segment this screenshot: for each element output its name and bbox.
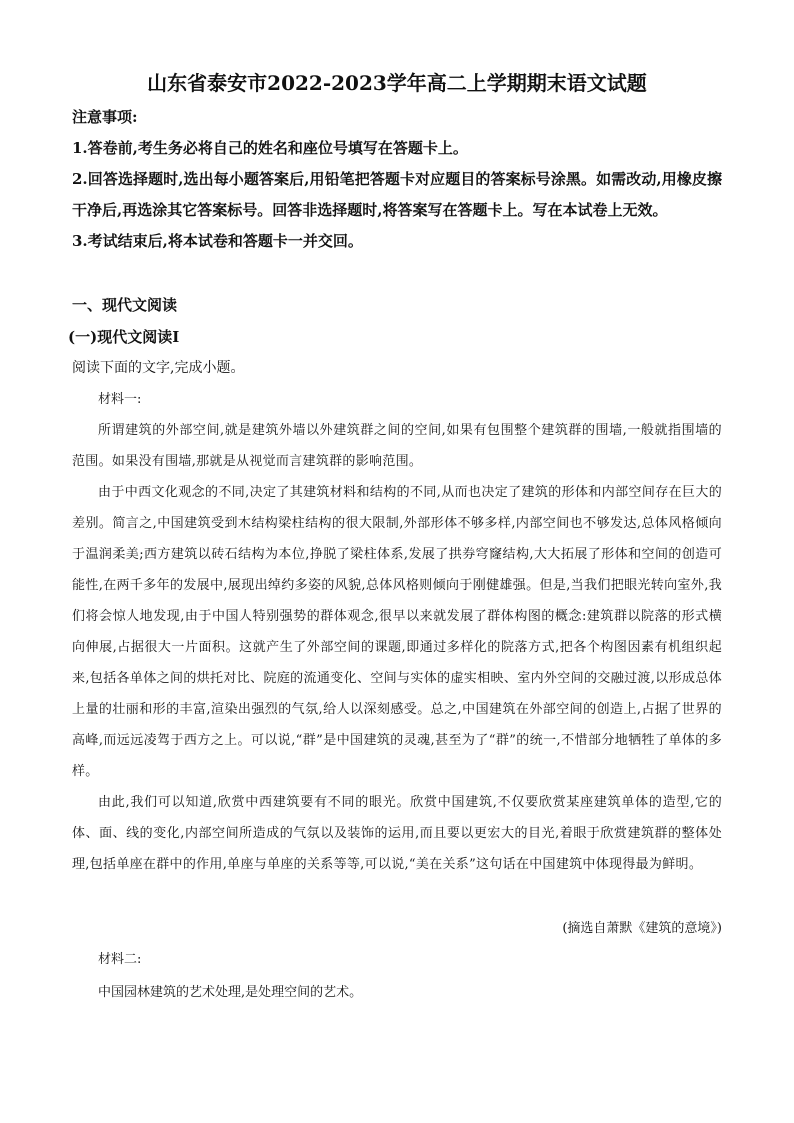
paragraph: 中国园林建筑的艺术处理,是处理空间的艺术。 (98, 985, 363, 1000)
notice-heading: 注意事项: (72, 108, 138, 126)
paragraph: 由于中西文化观念的不同,决定了其建筑材料和结构的不同,从而也决定了建筑的形体和内部空间存在巨大的差别。简言之,中国建筑受到木结构梁柱结构的很大限制,外部形体不够多样,内部空间也不够发达,总体风格倾向于温润柔美;西方建筑以砖石结构为本位,挣脱了梁柱体系,发展了拱券穹窿结构,大大拓展了形体和空间的创造可能性,在两千多年的发展中,展现出绰约多姿的风貌,总体风格则倾向于刚健雄强。但是,当我们把眼光转向室外,我们将会惊人地发现,由于中国人特别强势的群体观念,很早以来就发展了群体构图的概念:建筑群以院落的形式横向伸展,占据很大一片面积。这就产生了外部空间的课题,即通过多样化的院落方式,把各个构图因素有机组织起来,包括各单体之间的烘托对比、院庭的流通变化、空间与实体的虚实相映、室内外空间的交融过渡,以形成总体上量的壮丽和形的丰富,渲染出强烈的气氛,给人以深刻感受。总之,中国建筑在外部空间的创造上,占据了世界的高峰,而远远凌驾于西方之上。可以说,“群”是中国建筑的灵魂,甚至为了“群”的统一,不惜部分地牺牲了单体的多样。 (72, 485, 722, 779)
notice-item: 3.考试结束后,将本试卷和答题卡一并交回。 (72, 232, 363, 250)
reading-instruction: 阅读下面的文字,完成小题。 (72, 360, 245, 376)
notice-item: 2.回答选择题时,选出每小题答案后,用铅笔把答题卡对应题目的答案标号涂黑。如需改动,用橡皮擦干净后,再选涂其它答案标号。回答非选择题时,将答案写在答题卡上。写在本试卷上无效。 (72, 170, 722, 219)
page-title: 山东省泰安市2022-2023学年高二上学期期末语文试题 (147, 71, 647, 95)
paragraph: 由此,我们可以知道,欣赏中西建筑要有不同的眼光。欣赏中国建筑,不仅要欣赏某座建筑单体的造型,它的体、面、线的变化,内部空间所造成的气氛以及装饰的运用,而且要以更宏大的目光,着眼于欣赏建筑群的整体处理,包括单座在群中的作用,单座与单座的关系等等,可以说,“美在关系”这句话在中国建筑中体现得最为鲜明。 (72, 795, 722, 872)
material-two-body (72, 977, 722, 1008)
section-heading: 一、现代文阅读 (72, 296, 178, 314)
subsection-heading: (一)现代文阅读Ⅰ (68, 328, 180, 346)
material-one-body (72, 415, 722, 880)
material-label-text: 材料二: (98, 952, 142, 967)
paragraph: 所谓建筑的外部空间,就是建筑外墙以外建筑群之间的空间,如果有包围整个建筑群的围墙,一般就指围墙的范围。如果没有围墙,那就是从视觉而言建筑群的影响范围。 (72, 423, 722, 469)
material-one-label (72, 384, 722, 415)
material-two-label (72, 944, 722, 975)
material-one-source: (摘选自萧默《建筑的意境》) (562, 921, 722, 936)
notice-list (72, 133, 722, 257)
material-label-text: 材料一: (98, 392, 142, 407)
notice-item: 1.答卷前,考生务必将自己的姓名和座位号填写在答题卡上。 (72, 139, 468, 157)
